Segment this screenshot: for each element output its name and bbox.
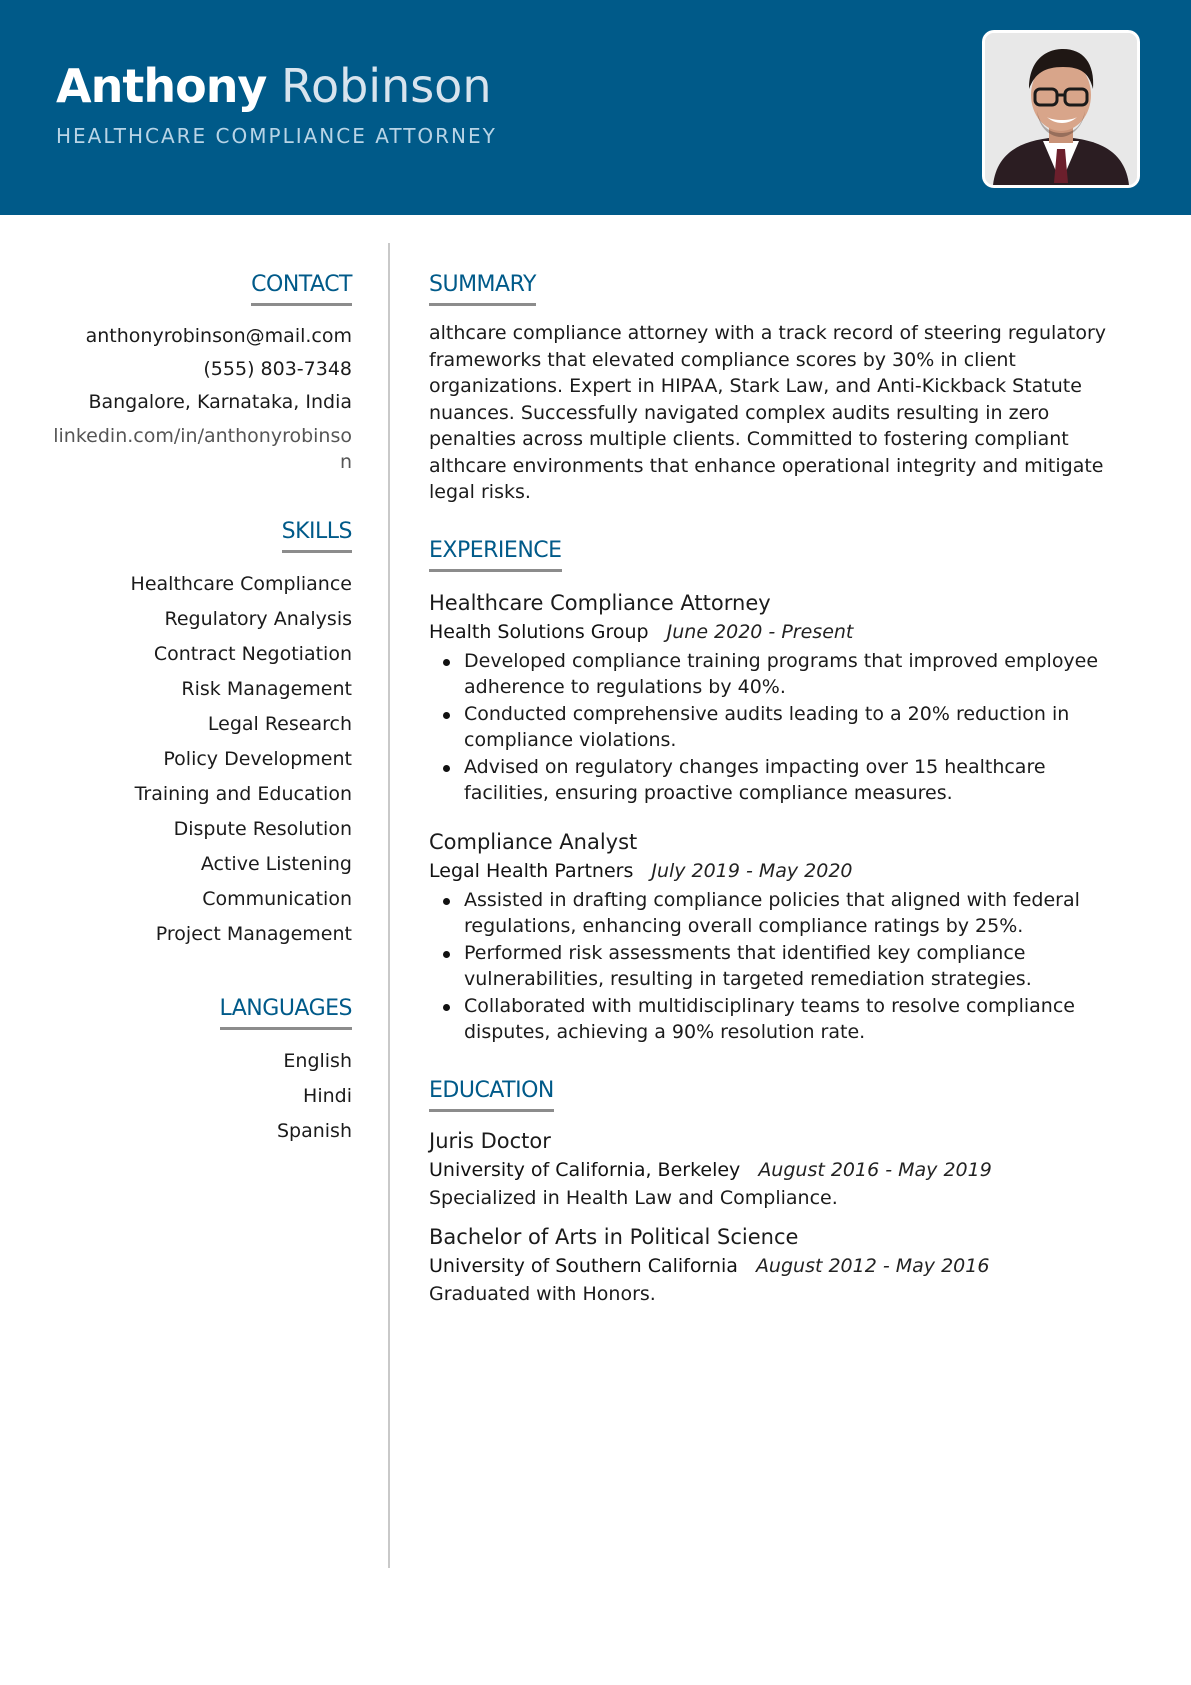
bullet-item — [429, 940, 1129, 993]
bullet-item — [429, 993, 1129, 1046]
contact-heading: CONTACT — [251, 270, 352, 306]
language-item: Hindi — [303, 1085, 352, 1107]
job-entry — [429, 588, 1129, 807]
education-section — [429, 1076, 1129, 1308]
job-entry-org — [429, 857, 1129, 885]
job-dates: June 2020 - Present — [666, 620, 854, 643]
spacer — [52, 952, 352, 994]
contact-phone[interactable]: (555) 803-7348 — [203, 358, 352, 380]
degree-title: Bachelor of Arts in Political Science — [429, 1224, 799, 1249]
bullet-item — [429, 754, 1129, 807]
skill-item: Training and Education — [134, 783, 352, 805]
first-name: Anthony — [56, 59, 267, 113]
education-dates: August 2016 - May 2019 — [758, 1158, 992, 1181]
bullet-item — [429, 701, 1129, 754]
education-note: Specialized in Health Law and Compliance. — [429, 1186, 838, 1209]
school-name: University of Southern California — [429, 1254, 738, 1277]
contact-section — [52, 270, 352, 475]
bullet-text: Collaborated with multidisciplinary teams to resolve compliance disputes, achieving a 90% resolution rate. — [464, 994, 1075, 1043]
job-bullets — [429, 887, 1129, 1046]
bullet-text: Developed compliance training programs that improved employee adherence to regulations by 40%. — [464, 649, 1099, 698]
language-item: English — [283, 1050, 352, 1072]
column-divider — [388, 243, 390, 1568]
skill-item: Dispute Resolution — [173, 818, 352, 840]
education-org — [429, 1252, 1129, 1280]
job-bullets — [429, 648, 1129, 807]
left-column — [52, 270, 352, 1149]
bullet-dot-icon — [443, 659, 450, 666]
summary-text: althcare compliance attorney with a track record of steering regulatory frameworks that elevated compliance scores by 30% in client organizations. Expert in HIPAA, Stark Law, and Anti-Kickback Statute nuances. Successfully navigated complex audits resulting in zero penalties across multiple clients. Committed to fostering compliant althcare environments that enhance operational integrity and mitigate legal risks. — [429, 322, 1107, 503]
skill-item: Policy Development — [163, 748, 352, 770]
bullet-dot-icon — [443, 712, 450, 719]
language-item: Spanish — [276, 1120, 352, 1142]
right-column — [429, 270, 1129, 1332]
bullet-item — [429, 648, 1129, 701]
person-portrait-icon — [985, 33, 1137, 185]
education-entry — [429, 1222, 1129, 1308]
skill-item: Risk Management — [181, 678, 352, 700]
bullet-text: Assisted in drafting compliance policies that aligned with federal regulations, enhancing overall compliance ratings by 25%. — [464, 888, 1080, 937]
contact-linkedin[interactable]: linkedin.com/in/anthonyrobinson — [53, 425, 352, 473]
experience-heading: EXPERIENCE — [429, 536, 562, 572]
contact-email[interactable]: anthonyrobinson@mail.com — [85, 325, 352, 347]
skill-item: Contract Negotiation — [153, 643, 352, 665]
last-name: Robinson — [281, 59, 492, 113]
bullet-text: Conducted comprehensive audits leading to a 20% reduction in compliance violations. — [464, 702, 1070, 751]
header-banner — [0, 0, 1191, 215]
education-heading: EDUCATION — [429, 1076, 554, 1112]
skill-item: Healthcare Compliance — [130, 573, 352, 595]
bullet-text: Performed risk assessments that identified key compliance vulnerabilities, resulting in targeted remediation strategies. — [464, 941, 1032, 990]
company-name: Legal Health Partners — [429, 859, 634, 882]
job-title: HEALTHCARE COMPLIANCE ATTORNEY — [56, 124, 497, 148]
experience-section — [429, 536, 1129, 1046]
bullet-dot-icon — [443, 765, 450, 772]
profile-photo — [982, 30, 1140, 188]
job-entry-title: Healthcare Compliance Attorney — [429, 590, 771, 615]
skill-item: Active Listening — [200, 853, 352, 875]
degree-title: Juris Doctor — [429, 1128, 551, 1153]
languages-heading: LANGUAGES — [220, 994, 353, 1030]
company-name: Health Solutions Group — [429, 620, 649, 643]
skills-heading: SKILLS — [282, 517, 352, 553]
education-entry — [429, 1126, 1129, 1212]
education-note: Graduated with Honors. — [429, 1282, 656, 1305]
skill-item: Legal Research — [207, 713, 352, 735]
job-entry — [429, 827, 1129, 1046]
contact-location: Bangalore, Karnataka, India — [88, 391, 352, 413]
skill-item: Communication — [202, 888, 352, 910]
bullet-dot-icon — [443, 1004, 450, 1011]
candidate-name — [56, 54, 491, 118]
job-dates: July 2019 - May 2020 — [651, 859, 853, 882]
education-dates: August 2012 - May 2016 — [755, 1254, 990, 1277]
summary-section — [429, 270, 1129, 506]
languages-section — [52, 994, 352, 1149]
languages-list — [52, 1044, 352, 1149]
bullet-item — [429, 887, 1129, 940]
skill-item: Project Management — [155, 923, 352, 945]
bullet-text: Advised on regulatory changes impacting over 15 healthcare facilities, ensuring proactive compliance measures. — [464, 755, 1046, 804]
summary-heading: SUMMARY — [429, 270, 536, 306]
spacer — [52, 475, 352, 517]
skills-section — [52, 517, 352, 952]
education-org — [429, 1156, 1129, 1184]
skill-item: Regulatory Analysis — [164, 608, 352, 630]
job-entry-org — [429, 618, 1129, 646]
bullet-dot-icon — [443, 898, 450, 905]
school-name: University of California, Berkeley — [429, 1158, 741, 1181]
job-entry-title: Compliance Analyst — [429, 829, 638, 854]
contact-list — [52, 320, 352, 475]
bullet-dot-icon — [443, 951, 450, 958]
skills-list — [52, 567, 352, 952]
